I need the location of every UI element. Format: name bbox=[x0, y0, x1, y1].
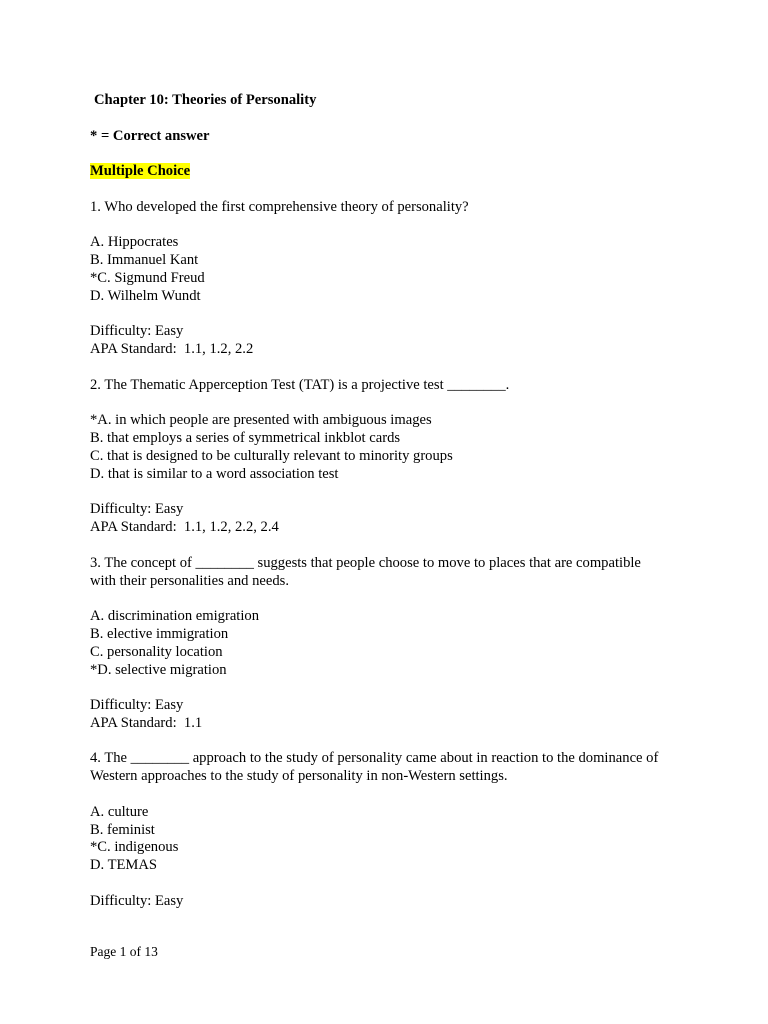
question-item bbox=[90, 377, 690, 537]
document-page bbox=[90, 92, 690, 928]
answer-option: B. Immanuel Kant bbox=[90, 252, 199, 269]
answer-option: B. that employs a series of symmetrical inkblot cards bbox=[90, 430, 401, 447]
section-heading bbox=[90, 163, 690, 181]
answer-options bbox=[90, 608, 690, 679]
answer-option: A. Hippocrates bbox=[90, 234, 179, 251]
answer-option: A. discrimination emigration bbox=[90, 608, 260, 625]
question-meta bbox=[90, 697, 690, 733]
answer-option: B. feminist bbox=[90, 821, 155, 838]
answer-option: *C. Sigmund Freud bbox=[90, 269, 205, 286]
question-stem-line: 3. The concept of ________ suggests that people choose to move to places that are compatible bbox=[90, 554, 641, 571]
question-stem bbox=[90, 199, 690, 217]
question-stem bbox=[90, 555, 690, 591]
page-footer: Page 1 of 13 bbox=[90, 944, 158, 959]
answer-options bbox=[90, 412, 690, 483]
answer-options bbox=[90, 234, 690, 305]
section-highlight: Multiple Choice bbox=[90, 163, 191, 180]
question-item bbox=[90, 750, 690, 910]
question-stem-line: Western approaches to the study of personality in non-Western settings. bbox=[90, 768, 508, 785]
answer-option: *C. indigenous bbox=[90, 839, 179, 856]
answer-option: A. culture bbox=[90, 803, 149, 820]
answer-option: *D. selective migration bbox=[90, 661, 227, 678]
answer-option: C. personality location bbox=[90, 643, 223, 660]
answer-option: C. that is designed to be culturally relevant to minority groups bbox=[90, 447, 453, 464]
answer-option: D. that is similar to a word association test bbox=[90, 465, 339, 482]
difficulty-label: Difficulty: Easy bbox=[90, 501, 184, 518]
question-item bbox=[90, 555, 690, 733]
answer-legend: * = Correct answer bbox=[90, 127, 210, 144]
difficulty-label: Difficulty: Easy bbox=[90, 323, 184, 340]
question-stem-line: 4. The ________ approach to the study of personality came about in reaction to the dominance of bbox=[90, 750, 659, 767]
question-meta bbox=[90, 893, 690, 911]
question-list bbox=[90, 199, 690, 911]
question-stem-line: 2. The Thematic Apperception Test (TAT) is a projective test ________. bbox=[90, 376, 510, 393]
question-meta bbox=[90, 323, 690, 359]
difficulty-label: Difficulty: Easy bbox=[90, 892, 184, 909]
apa-standard-label: APA Standard: 1.1 bbox=[90, 714, 203, 731]
answer-option: D. TEMAS bbox=[90, 857, 158, 874]
apa-standard-label: APA Standard: 1.1, 1.2, 2.2 bbox=[90, 341, 254, 358]
question-stem-line: with their personalities and needs. bbox=[90, 572, 289, 589]
question-stem-line: 1. Who developed the first comprehensive theory of personality? bbox=[90, 198, 469, 215]
answer-option: B. elective immigration bbox=[90, 625, 229, 642]
answer-option: D. Wilhelm Wundt bbox=[90, 287, 201, 304]
answer-option: *A. in which people are presented with ambiguous images bbox=[90, 412, 432, 429]
answer-options bbox=[90, 804, 690, 875]
question-stem bbox=[90, 377, 690, 395]
question-item bbox=[90, 199, 690, 359]
question-stem bbox=[90, 750, 690, 786]
difficulty-label: Difficulty: Easy bbox=[90, 697, 184, 714]
apa-standard-label: APA Standard: 1.1, 1.2, 2.2, 2.4 bbox=[90, 519, 279, 536]
question-meta bbox=[90, 501, 690, 537]
chapter-title: Chapter 10: Theories of Personality bbox=[94, 92, 317, 108]
